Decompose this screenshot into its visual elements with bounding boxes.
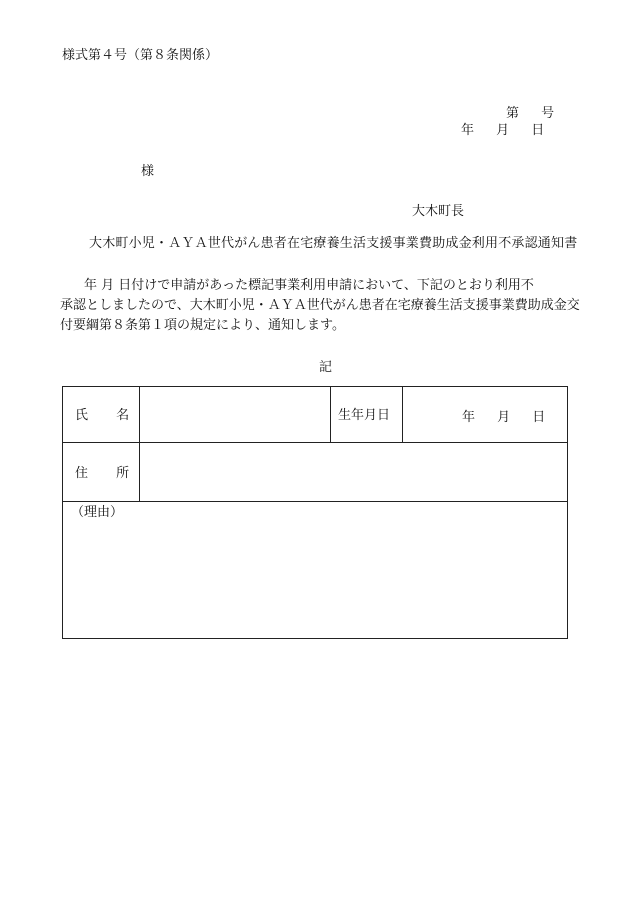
table-row-divider — [63, 501, 567, 502]
notice-body — [60, 276, 590, 336]
recipient-honorific: 様 — [141, 164, 155, 179]
form-number: 様式第４号（第８条関係） — [62, 48, 219, 63]
body-line-3: 付要綱第８条第１項の規定により、通知します。 — [60, 318, 345, 333]
table-column-divider — [139, 387, 140, 501]
document-title: 大木町小児・ＡＹＡ世代がん患者在宅療養生活支援事業費助成金利用不承認通知書 — [89, 236, 578, 251]
document-number-line: 第 号 — [506, 106, 555, 121]
body-line-1: 年 月 日付けで申請があった標記事業利用申請において、下記のとおり利用不 — [84, 278, 534, 293]
address-label: 住 所 — [75, 466, 130, 481]
document-date-line: 年 月 日 — [461, 123, 545, 138]
body-line-2: 承認としましたので、大木町小児・ＡＹＡ世代がん患者在宅療養生活支援事業費助成金交 — [60, 298, 580, 313]
date-of-birth-label: 生年月日 — [338, 408, 391, 423]
date-of-birth-field[interactable]: 年 月 日 — [462, 410, 546, 425]
table-column-divider — [402, 387, 403, 442]
name-label: 氏 名 — [75, 408, 130, 423]
info-table — [62, 386, 568, 639]
reason-label: （理由） — [71, 505, 124, 520]
issuer-name: 大木町長 — [412, 204, 465, 219]
table-column-divider — [330, 387, 331, 442]
notice-label: 記 — [319, 360, 333, 375]
